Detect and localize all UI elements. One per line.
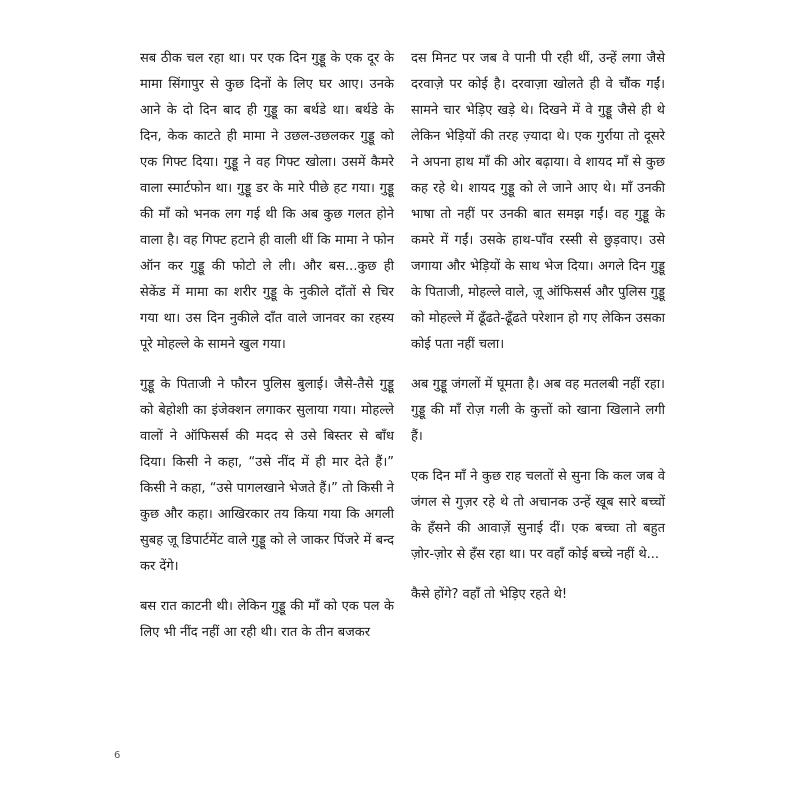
left-paragraph-2: गुड्डू के पिताजी ने फौरन पुलिस बुलाई। जैसे-तैसे गुड्डू को बेहोशी का इंजेक्शन लगाकर सुलाया गया। मोहल्ले वालों ने ऑफिसर्स की मदद से उसे बिस्तर से बाँध दिया। किसी ने कहा, “उसे नींद में ही मार देते हैं।” किसी ने कहा, “उसे पागलखाने भेजते हैं।” तो किसी ने कुछ और कहा। आखिरकार तय किया गया कि अगली सुबह ज़ू डिपार्टमेंट वाले गुड्डू को ले जाकर पिंजरे में बन्द कर देंगे। [140,377,394,574]
right-paragraph-1: दस मिनट पर जब वे पानी पी रही थीं, उन्हें लगा जैसे दरवाज़े पर कोई है। दरवाज़ा खोलते ही वे चौंक गईं। सामने चार भेड़िए खड़े थे। दिखने में वे गुड्डू जैसे ही थे लेकिन भेड़ियों की तरह ज़्यादा थे। एक गुर्राया तो दूसरे ने अपना हाथ माँ की ओर बढ़ाया। वे शायद माँ से कुछ कह रहे थे। शायद गुड्डू को ले जाने आए थे। माँ उनकी भाषा तो नहीं पर उनकी बात समझ गईं। वह गुड्डू के कमरे में गईं। उसके हाथ-पाँव रस्सी से छुड़वाए। उसे जगाया और भेड़ियों के साथ भेज दिया। अगले दिन गुड्डू के पिताजी, मोहल्ले वाले, ज़ू ऑफिसर्स और पुलिस गुड्डू को मोहल्ले में ढूँढते-ढूँढते परेशान हो गए लेकिन उसका कोई पता नहीं चला। [411,51,665,352]
left-paragraph-3: बस रात काटनी थी। लेकिन गुड्डू की माँ को एक पल के लिए भी नींद नहीं आ रही थी। रात के तीन बजकर [140,599,394,640]
left-paragraph-1: सब ठीक चल रहा था। पर एक दिन गुड्डू के एक दूर के मामा सिंगापुर से कुछ दिनों के लिए घर आए। उनके आने के दो दिन बाद ही गुड्डू का बर्थडे था। बर्थडे के दिन, केक काटते ही मामा ने उछल-उछलकर गुड्डू को एक गिफ्ट दिया। गुड्डू ने वह गिफ्ट खोला। उसमें कैमरे वाला स्मार्टफोन था। गुड्डू डर के मारे पीछे हट गया। गुड्डू की माँ को भनक लग गई थी कि अब कुछ गलत होने वाला है। वह गिफ्ट हटाने ही वाली थीं कि मामा ने फोन ऑन कर गुड्डू की फोटो ले ली। और बस...कुछ ही सेकेंड में मामा का शरीर गुड्डू के नुकीले दाँतों से चिर गया था। उस दिन नुकीले दाँत वाले जानवर का रहस्य पूरे मोहल्ले के सामने खुल गया। [140,51,394,352]
left-text-column [140,46,394,660]
right-paragraph-4: कैसे होंगे? वहाँ तो भेड़िए रहते थे! [411,587,568,602]
page-number: 6 [114,750,121,761]
right-paragraph-2: अब गुड्डू जंगलों में घूमता है। अब वह मतलबी नहीं रहा। गुड्डू की माँ रोज़ गली के कुत्तों को खाना खिलाने लगी हैं। [411,377,665,444]
right-text-column [411,46,665,622]
right-paragraph-3: एक दिन माँ ने कुछ राह चलतों से सुना कि कल जब वे जंगल से गुज़र रहे थे तो अचानक उन्हें खूब सारे बच्चों के हँसने की आवाज़ें सुनाई दीं। एक बच्चा तो बहुत ज़ोर-ज़ोर से हँस रहा था। पर वहाँ कोई बच्चे नहीं थे... [411,469,665,562]
